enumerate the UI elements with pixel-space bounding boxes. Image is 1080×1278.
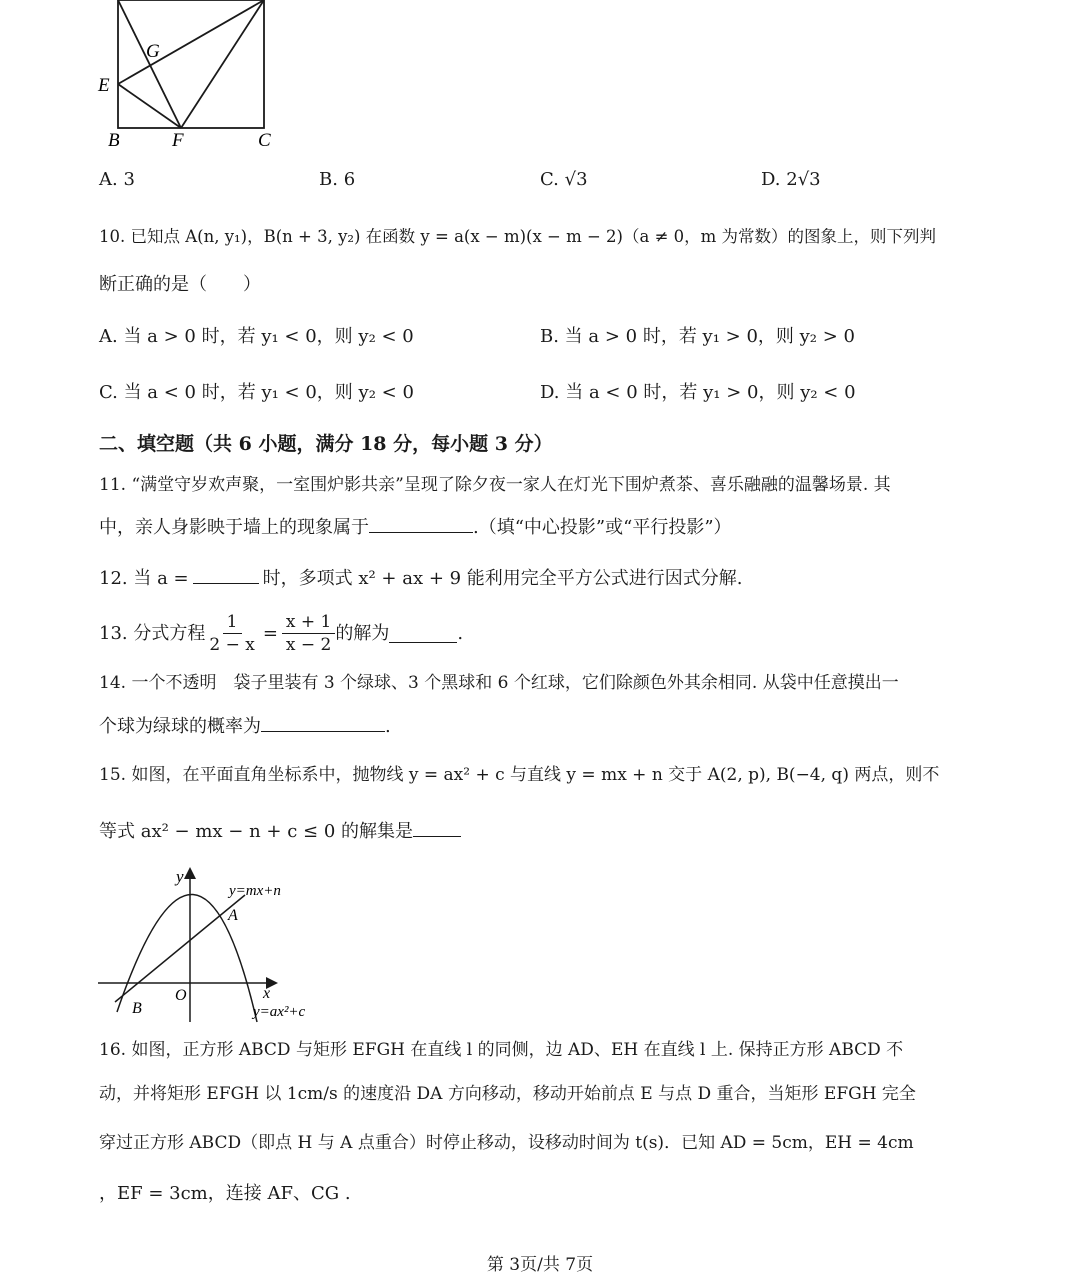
q16-line1: 16. 如图，正方形 ABCD 与矩形 EFGH 在直线 l 的同侧，边 AD、EH 在直线 l 上. 保持正方形 ABCD 不: [99, 1040, 904, 1060]
q16-line4: ，EF = 3cm，连接 AF、CG .: [99, 1183, 351, 1204]
axis-label-x: x: [263, 985, 271, 1002]
option-letter: A.: [99, 169, 118, 190]
q9-option-c: [540, 167, 588, 193]
q11-line1: 11. “满堂守岁欢声聚，一室围炉影共亲”呈现了除夕夜一家人在灯光下围炉煮茶、喜乐融融的温馨场景. 其: [99, 475, 891, 495]
q14-line2: [99, 713, 391, 740]
q15-line1: 15. 如图，在平面直角坐标系中，抛物线 y = ax² + c 与直线 y = mx + n 交于 A(2, p), B(−4, q) 两点，则不: [99, 765, 940, 785]
q15-text: 等式 ax² − mx − n + c ≤ 0 的解集是: [99, 821, 413, 842]
option-value: 6: [343, 169, 356, 190]
label-E: E: [98, 75, 110, 96]
q10-option-a: A. 当 a > 0 时，若 y₁ < 0，则 y₂ < 0: [99, 326, 414, 347]
answer-blank-q12: [193, 565, 259, 584]
numerator: 1: [223, 611, 242, 634]
q13-line: [99, 611, 463, 656]
point-label-B: B: [132, 1000, 142, 1017]
q10-option-b: B. 当 a > 0 时，若 y₁ > 0，则 y₂ > 0: [540, 326, 855, 347]
q13-text-a: 13. 分式方程: [99, 622, 206, 644]
label-C: C: [258, 130, 271, 151]
label-G: G: [146, 41, 160, 62]
q14-line1: 14. 一个不透明 袋子里装有 3 个绿球、3 个黑球和 6 个红球，它们除颜色外其余相同. 从袋中任意摸出一: [99, 673, 899, 693]
point-label-A: A: [228, 907, 238, 924]
q16-line3: 穿过正方形 ABCD（即点 H 与 A 点重合）时停止移动，设移动时间为 t(s)．已知 AD = 5cm，EH = 4cm: [99, 1133, 914, 1153]
q10-option-d: D. 当 a < 0 时，若 y₁ > 0，则 y₂ < 0: [540, 382, 856, 403]
q11-text-b: .（填“中心投影”或“平行投影”）: [473, 517, 732, 538]
label-F: F: [172, 130, 184, 151]
q14-end: .: [385, 716, 391, 737]
section-heading-fill-in: 二、填空题（共 6 小题，满分 18 分，每小题 3 分）: [99, 433, 553, 455]
fraction-left: [205, 611, 258, 656]
option-letter: D.: [761, 169, 781, 190]
equals-sign: =: [262, 622, 278, 644]
line-equation-label: y=mx+n: [229, 883, 281, 899]
q9-option-d: [761, 167, 821, 193]
q10-option-c: C. 当 a < 0 时，若 y₁ < 0，则 y₂ < 0: [99, 382, 414, 403]
geometry-figure-q9: [90, 0, 290, 160]
axis-label-y: y: [176, 867, 184, 886]
option-value: 2√3: [786, 169, 821, 190]
q14-text-a: 个球为绿球的概率为: [99, 716, 261, 737]
option-letter: B.: [319, 169, 338, 190]
numerator: x + 1: [282, 611, 335, 634]
fraction-right: [282, 611, 335, 656]
coordinate-figure-q15: [95, 862, 355, 1027]
q10-stem-line1: 10. 已知点 A(n, y₁)，B(n + 3, y₂) 在函数 y = a(x − m)(x − m − 2)（a ≠ 0，m 为常数）的图象上，则下列判: [99, 227, 937, 246]
q9-option-b: [319, 167, 355, 193]
q12-text-a: 12. 当 a =: [99, 568, 189, 589]
q13-end: .: [457, 622, 464, 644]
denominator: 2 − x: [209, 635, 255, 655]
answer-blank-q11: [369, 514, 473, 533]
answer-blank-q14: [261, 713, 385, 732]
origin-label-O: O: [175, 987, 187, 1004]
q9-option-a: [99, 167, 135, 193]
q12-line: [99, 565, 743, 592]
q11-text-a: 中，亲人身影映于墙上的现象属于: [99, 517, 369, 538]
answer-blank-q13: [389, 624, 457, 643]
parabola-equation-label: y=ax²+c: [253, 1004, 306, 1020]
q10-stem-line2: 断正确的是（ ）: [99, 274, 261, 295]
option-value: 3: [123, 169, 135, 190]
q15-line2: [99, 818, 461, 845]
q16-line2: 动，并将矩形 EFGH 以 1cm/s 的速度沿 DA 方向移动，移动开始前点 E 与点 D 重合，当矩形 EFGH 完全: [99, 1084, 916, 1104]
denominator: x − 2: [285, 635, 332, 655]
option-value: √3: [564, 169, 588, 190]
q11-line2: [99, 514, 732, 541]
option-letter: C.: [540, 169, 559, 190]
q12-text-b: 时，多项式 x² + ax + 9 能利用完全平方公式进行因式分解.: [262, 568, 743, 589]
q13-text-b: 的解为: [335, 622, 390, 644]
page-number: 第 3页/共 7页: [486, 1255, 594, 1275]
answer-blank-q15: [413, 818, 461, 837]
label-B: B: [108, 130, 120, 151]
